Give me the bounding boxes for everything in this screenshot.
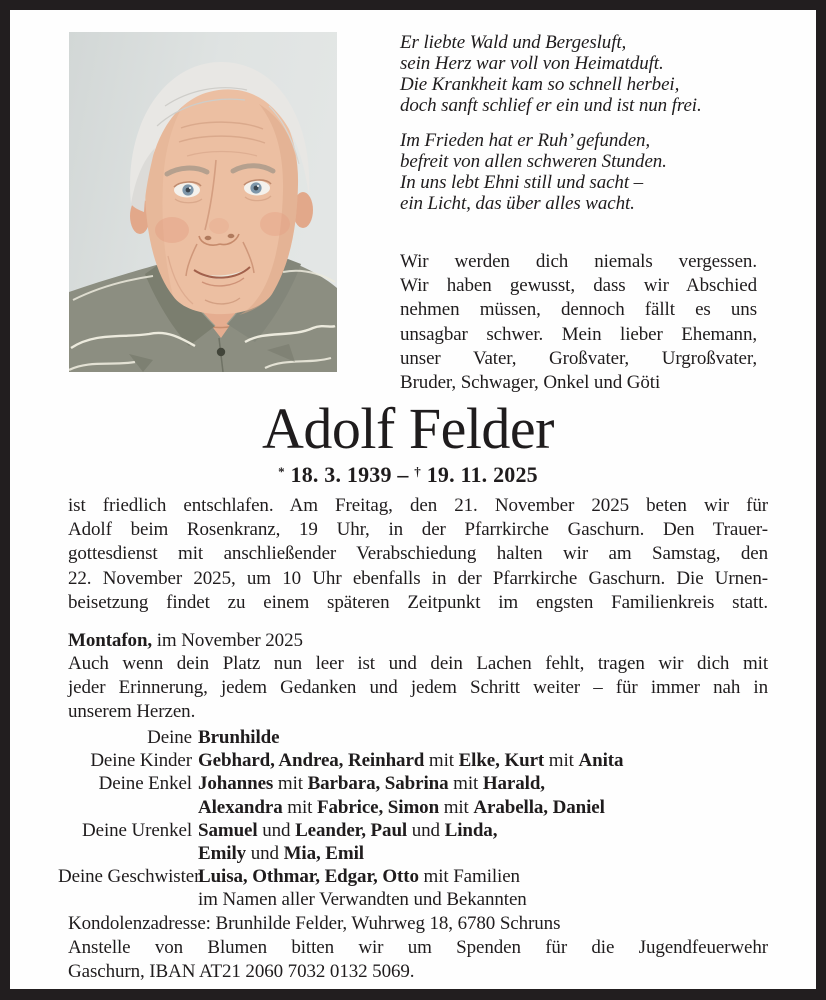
memorial-poem — [400, 32, 757, 214]
dateline — [68, 629, 768, 653]
family-row — [58, 749, 768, 772]
birth-date: 18. 3. 1939 – — [284, 462, 415, 487]
text-line: Anstelle von Blumen bitten wir um Spenden für die Jugendfeuerwehr — [68, 937, 768, 959]
text-line: sein Herz war voll von Heimatduft. — [400, 53, 664, 74]
family-names: Gebhard, Andrea, Reinhard mit Elke, Kurt mit Anita — [198, 750, 624, 772]
text-line: beisetzung findet zu einem späteren Zeitpunkt im engsten Familienkreis statt. — [68, 591, 768, 613]
text-line: ein Licht, das über alles wacht. — [400, 193, 635, 214]
text-line: 22. November 2025, um 10 Uhr ebenfalls in der Pfarrkirche Gaschurn. Die Urnen- — [68, 567, 768, 589]
text-line: Die Krankheit kam so schnell herbei, — [400, 74, 680, 95]
text-line: Bruder, Schwager, Onkel und Göti — [400, 372, 661, 394]
family-relation-label: Deine — [147, 727, 192, 748]
poem-stanza-2 — [400, 130, 757, 214]
text-line: gottesdienst mit anschließender Verabschiedung halten wir am Samstag, den — [68, 543, 768, 565]
family-names: im Namen aller Verwandten und Bekannten — [198, 889, 527, 911]
text-line: unsagbar schwer. Mein lieber Ehemann, — [400, 323, 757, 345]
poem-stanza-1 — [400, 32, 757, 116]
death-symbol: † — [414, 464, 421, 479]
right-column — [400, 32, 757, 395]
text-line: Kondolenzadresse: Brunhilde Felder, Wuhrweg 18, 6780 Schruns — [68, 913, 561, 934]
family-row — [58, 726, 768, 749]
family-names: Samuel und Leander, Paul und Linda, — [198, 819, 498, 841]
text-line: unserem Herzen. — [68, 701, 196, 723]
farewell-intro — [400, 250, 757, 395]
family-names: Brunhilde — [198, 727, 280, 748]
family-row — [58, 842, 768, 865]
portrait-illustration — [69, 32, 337, 372]
family-relation-label: Deine Urenkel — [81, 819, 192, 841]
text-line: Auch wenn dein Platz nun leer ist und dein Lachen fehlt, tragen wir dich mit — [68, 653, 768, 674]
text-line: Gaschurn, IBAN AT21 2060 7032 0132 5069. — [68, 961, 415, 983]
portrait-photo — [69, 32, 337, 372]
family-relation-label: Deine Kinder — [90, 750, 192, 772]
family-row — [58, 888, 768, 911]
death-date: 19. 11. 2025 — [421, 462, 538, 487]
text-line: Adolf beim Rosenkranz, 19 Uhr, in der Pfarrkirche Gaschurn. Den Trauer- — [68, 519, 768, 541]
text-line: unser Vater, Großvater, Urgroßvater, — [400, 347, 757, 369]
family-list — [58, 726, 768, 912]
family-names: Emily und Mia, Emil — [198, 843, 364, 865]
family-row — [58, 865, 768, 888]
family-relation-label: Deine Geschwister — [58, 866, 201, 888]
obituary-page — [10, 10, 816, 989]
family-relation-label: Deine Enkel — [98, 773, 192, 795]
text-line: Er liebte Wald und Bergesluft, — [400, 32, 627, 53]
text-line: ist friedlich entschlafen. Am Freitag, den 21. November 2025 beten wir für — [68, 495, 768, 516]
dateline-date: im November 2025 — [152, 630, 303, 651]
condolence-block — [68, 912, 768, 985]
deceased-name: Adolf Felder — [262, 396, 554, 461]
birth-symbol: * — [278, 464, 285, 479]
dateline-place: Montafon, — [68, 630, 153, 651]
family-relation-label — [58, 796, 192, 819]
text-line: Wir werden dich niemals vergessen. — [400, 251, 757, 272]
text-line: Im Frieden hat er Ruh’ gefunden, — [400, 130, 651, 151]
text-line: befreit von allen schweren Stunden. — [400, 151, 667, 172]
family-names: Johannes mit Barbara, Sabrina mit Harald, — [198, 773, 545, 795]
farewell-paragraph — [68, 652, 768, 725]
family-relation-label — [58, 888, 192, 911]
text-line: nehmen müssen, dennoch fällt es uns — [400, 299, 757, 321]
text-line: doch sanft schlief er ein und ist nun frei. — [400, 95, 702, 116]
family-names: Luisa, Othmar, Edgar, Otto mit Familien — [198, 866, 520, 888]
text-line: jeder Erinnerung, jedem Gedanken und jedem Schritt weiter – für immer nah in — [68, 677, 768, 699]
family-row — [58, 772, 768, 795]
life-dates — [58, 459, 758, 488]
family-row — [58, 819, 768, 842]
family-names: Alexandra mit Fabrice, Simon mit Arabella, Daniel — [198, 796, 605, 818]
family-row — [58, 796, 768, 819]
text-line: Wir haben gewusst, dass wir Abschied — [400, 275, 757, 297]
text-line: In uns lebt Ehni still und sacht – — [400, 172, 644, 193]
funeral-announcement — [68, 494, 768, 615]
family-relation-label — [58, 842, 192, 865]
